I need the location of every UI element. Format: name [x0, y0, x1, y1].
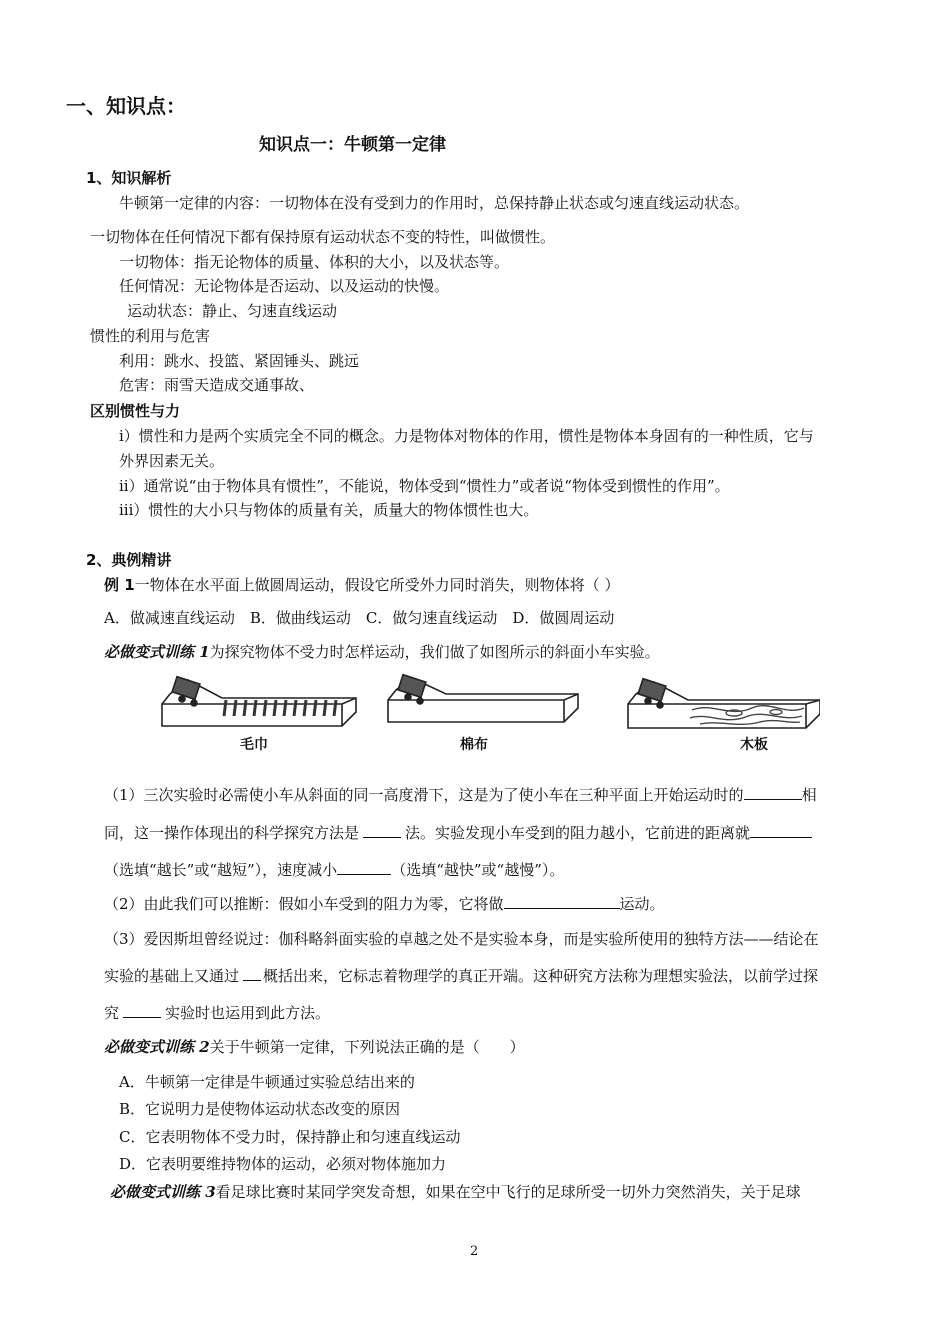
training2-text: 关于牛顿第一定律，下列说法正确的是（ ） [209, 1038, 525, 1056]
text-line: 惯性的利用与危害 [90, 327, 211, 345]
answer-blank[interactable] [243, 966, 261, 981]
text-line: i）惯性和力是两个实质完全不同的概念。力是物体对物体的作用，惯性是物体本身固有的一种性质，它与 [119, 427, 814, 445]
answer-blank[interactable] [123, 1003, 161, 1018]
text-line: 牛顿第一定律的内容：一切物体在没有受到力的作用时，总保持静止状态或匀速直线运动状态。 [119, 194, 750, 212]
figure-label-cotton: 棉布 [460, 737, 488, 753]
section-title: 一、知识点： [66, 94, 186, 118]
training1-label: 必做变式训练 1 [104, 643, 210, 661]
training1 [104, 641, 660, 662]
training3-text: 看足球比赛时某同学突发奇想，如果在空中飞行的足球所受一切外力突然消失，关于足球 [215, 1183, 801, 1201]
text-line: iii）惯性的大小只与物体的质量有关，质量大的物体惯性也大。 [119, 501, 539, 519]
example1 [104, 574, 619, 595]
question3-line2 [104, 965, 818, 986]
question3-text-c1: 究 [104, 1004, 120, 1022]
question2-text-a: （2）由此我们可以推断：假如小车受到的阻力为零，它将做 [104, 895, 504, 913]
training3-label: 必做变式训练 3 [110, 1183, 216, 1201]
question1-text-c1: （选填“越长”或“越短”），速度减小 [104, 861, 338, 879]
question2 [104, 893, 665, 914]
training1-text: 为探究物体不受力时怎样运动，我们做了如图所示的斜面小车实验。 [209, 643, 660, 661]
question1-text-a: （1）三次实验时必需使小车从斜面的同一高度滑下，这是为了使小车在三种平面上开始运动时的 [104, 786, 744, 804]
wood-setup [628, 679, 820, 728]
question3-text-b2: 概括出来，它标志着物理学的真正开端。这种研究方法称为理想实验法，以前学过探 [263, 967, 819, 985]
figure-label-wood: 木板 [740, 737, 768, 753]
question3-text-b1: 实验的基础上又通过 [104, 967, 240, 985]
text-line: 利用：跳水、投篮、紧固锤头、跳远 [119, 352, 360, 370]
answer-blank[interactable] [744, 785, 802, 800]
part1-heading: 1、知识解析 [86, 169, 172, 187]
example1-text: 一物体在水平面上做圆周运动，假设它所受外力同时消失，则物体将（ ） [134, 576, 620, 594]
text-line: 运动状态：静止、匀速直线运动 [127, 302, 338, 320]
training2 [104, 1036, 525, 1057]
answer-blank[interactable] [750, 823, 812, 838]
text-line: 危害：雨雪天造成交通事故、 [119, 376, 315, 394]
question1-line3 [104, 859, 564, 880]
question1-line1 [104, 784, 817, 805]
question1-text-a-end: 相 [801, 786, 817, 804]
question1-text-b2: 法。实验发现小车受到的阻力越小，它前进的距离就 [405, 824, 751, 842]
training2-option-d: D．它表明要维持物体的运动，必须对物体施加力 [119, 1155, 447, 1173]
text-line: 一切物体：指无论物体的质量、体积的大小，以及状态等。 [119, 253, 510, 271]
training2-option-a: A．牛顿第一定律是牛顿通过实验总结出来的 [119, 1073, 415, 1091]
part2-heading: 2、典例精讲 [86, 551, 172, 569]
question2-text-b: 运动。 [619, 895, 665, 913]
distinguish-heading: 区别惯性与力 [90, 402, 181, 420]
cotton-setup [388, 675, 578, 722]
training2-label: 必做变式训练 2 [104, 1038, 210, 1056]
text-line: ii）通常说“由于物体具有惯性”，不能说，物体受到“惯性力”或者说“物体受到惯性的作用”。 [119, 477, 730, 495]
incline-experiment-figure [160, 672, 820, 756]
training2-option-c: C．它表明物体不受力时，保持静止和匀速直线运动 [119, 1128, 461, 1146]
text-line: 外界因素无关。 [119, 452, 225, 470]
answer-blank[interactable] [363, 823, 401, 838]
question3-text-c2: 实验时也运用到此方法。 [165, 1004, 331, 1022]
question3-line3 [104, 1002, 330, 1023]
training2-option-b: B．它说明力是使物体运动状态改变的原因 [119, 1100, 401, 1118]
topic-title: 知识点一：牛顿第一定律 [259, 135, 446, 155]
question1-text-b1: 同，这一操作体现出的科学探究方法是 [104, 824, 360, 842]
answer-blank[interactable] [337, 860, 391, 875]
example1-label: 例 1 [104, 576, 135, 594]
page-number: 2 [470, 1244, 479, 1259]
figure-label-towel: 毛巾 [240, 737, 268, 753]
towel-setup [162, 677, 356, 726]
training3 [110, 1181, 801, 1202]
text-line: 任何情况：无论物体是否运动、以及运动的快慢。 [119, 277, 450, 295]
example1-options: A．做减速直线运动 B．做曲线运动 C．做匀速直线运动 D．做圆周运动 [104, 609, 615, 627]
text-line: 一切物体在任何情况下都有保持原有运动状态不变的特性，叫做惯性。 [90, 228, 556, 246]
question1-line2 [104, 822, 812, 843]
answer-blank[interactable] [504, 894, 620, 909]
question1-text-c2: （选填“越快”或“越慢”）。 [391, 861, 565, 879]
question3-line1: （3）爱因斯坦曾经说过：伽科略斜面实验的卓越之处不是实验本身，而是实验所使用的独特方法——结论在 [104, 930, 819, 948]
